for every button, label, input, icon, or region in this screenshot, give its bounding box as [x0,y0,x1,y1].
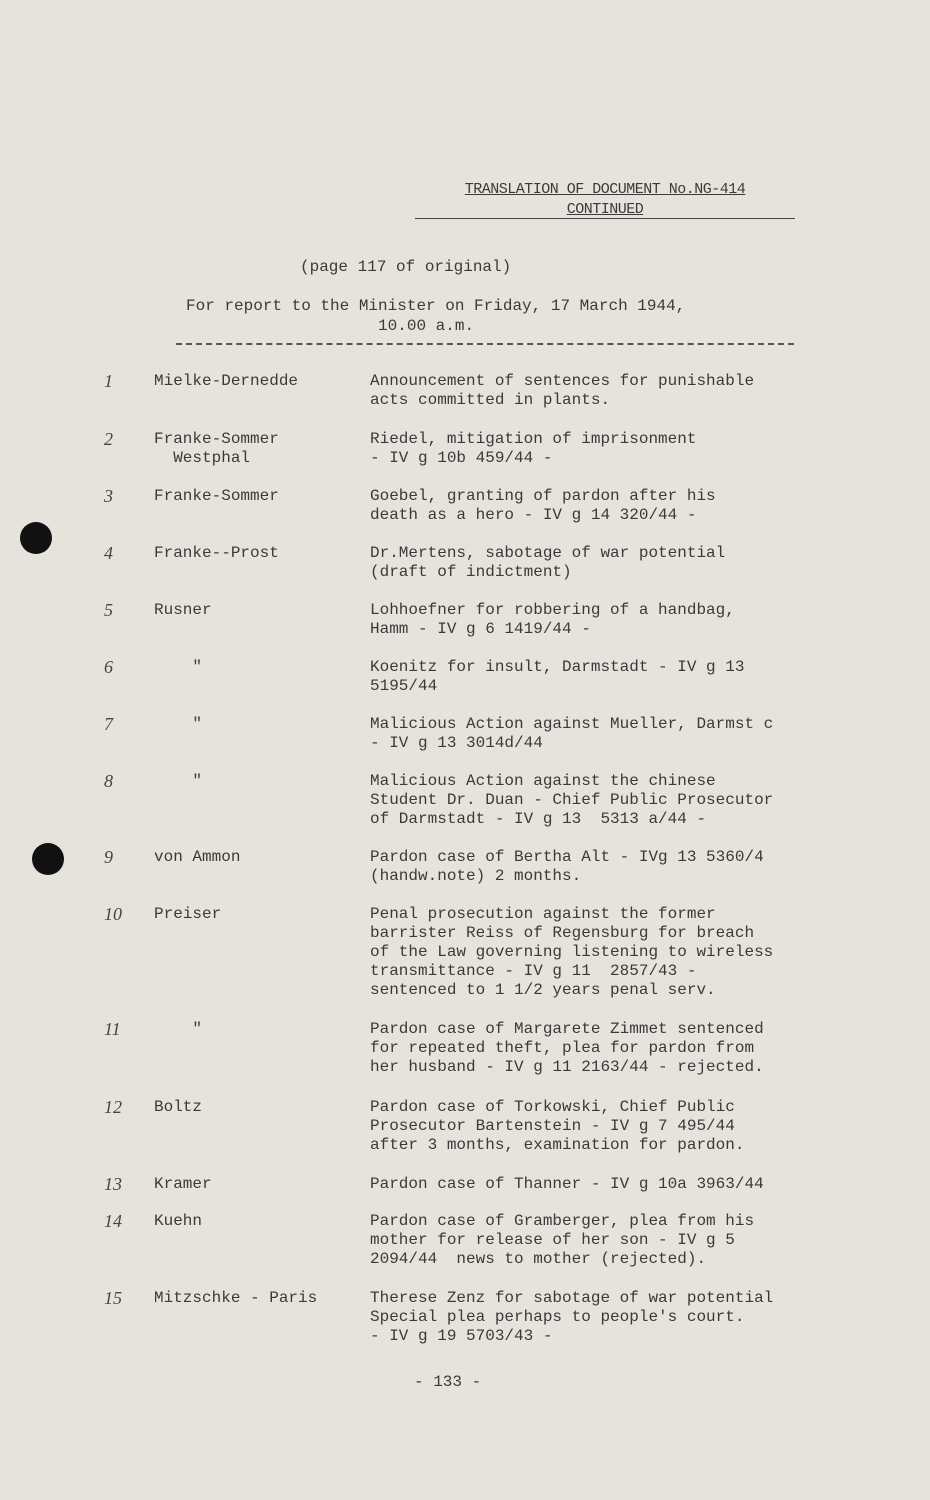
item-description: Dr.Mertens, sabotage of war potential (draft of indictment) [370,544,726,581]
item-number: 2 [104,429,113,449]
punch-hole-lower [32,843,64,875]
item-name: von Ammon [154,848,241,866]
header-subtitle: CONTINUED [566,201,644,218]
report-line: For report to the Minister on Friday, 17 March 1944, 10.00 a.m. [186,297,686,335]
item-number: 5 [104,600,113,620]
item-name: " [154,1020,203,1038]
item-description: Pardon case of Margarete Zimmet sentenced for repeated theft, plea for pardon from her husband - IV g 11 2163/44 - rejected. [370,1020,764,1076]
item-number: 6 [104,657,113,677]
item-number: 9 [104,847,113,867]
item-name: Boltz [154,1098,203,1116]
item-name: Kramer [154,1175,212,1193]
item-number: 14 [104,1211,122,1231]
item-name: Preiser [154,905,222,923]
item-description: Penal prosecution against the former barrister Reiss of Regensburg for breach of the Law governing listening to wireless transmittance - IV g 11 2857/43 - sentenced to 1 1/2 years penal serv. [370,905,774,999]
punch-hole-upper [20,522,52,554]
item-description: Pardon case of Thanner - IV g 10a 3963/44 [370,1175,764,1193]
item-name: Kuehn [154,1212,203,1230]
item-name: " [154,772,203,790]
item-description: Pardon case of Torkowski, Chief Public Prosecutor Bartenstein - IV g 7 495/44 after 3 months, examination for pardon. [370,1098,745,1154]
item-name: Franke-Sommer [154,487,279,505]
item-number: 10 [104,904,122,924]
document-header [415,180,795,220]
header-rule [415,218,795,219]
item-number: 7 [104,714,113,734]
page-number: - 133 - [414,1373,482,1391]
item-number: 12 [104,1097,122,1117]
item-number: 8 [104,771,113,791]
item-number: 4 [104,543,113,563]
item-description: Pardon case of Bertha Alt - IVg 13 5360/4 (handw.note) 2 months. [370,848,764,885]
item-number: 15 [104,1288,122,1308]
item-name: " [154,715,203,733]
item-number: 11 [104,1019,121,1039]
header-title: TRANSLATION OF DOCUMENT No.NG-414 [464,181,746,198]
page-reference: (page 117 of original) [300,258,512,276]
item-number: 3 [104,486,113,506]
item-number: 13 [104,1174,122,1194]
item-name: Franke--Prost [154,544,279,562]
item-name: Mielke-Dernedde [154,372,299,390]
item-description: Goebel, granting of pardon after his death as a hero - IV g 14 320/44 - [370,487,716,524]
item-description: Malicious Action against Mueller, Darmst c - IV g 13 3014d/44 [370,715,774,752]
item-description: Koenitz for insult, Darmstadt - IV g 13 5195/44 [370,658,745,695]
item-name: Franke-Sommer Westphal [154,430,279,467]
item-description: Lohhoefner for robbering of a handbag, Hamm - IV g 6 1419/44 - [370,601,735,638]
item-name: " [154,658,203,676]
item-description: Announcement of sentences for punishable acts committed in plants. [370,372,755,409]
item-description: Therese Zenz for sabotage of war potential Special plea perhaps to people's court. - IV g 19 5703/43 - [370,1289,774,1345]
item-name: Rusner [154,601,212,619]
item-description: Pardon case of Gramberger, plea from his mother for release of her son - IV g 5 2094/44 news to mother (rejected). [370,1212,755,1268]
item-name: Mitzschke - Paris [154,1289,318,1307]
item-number: 1 [104,371,113,391]
item-description: Riedel, mitigation of imprisonment - IV g 10b 459/44 - [370,430,697,467]
dashed-separator [176,343,794,345]
item-description: Malicious Action against the chinese Student Dr. Duan - Chief Public Prosecutor of Darmstadt - IV g 13 5313 a/44 - [370,772,774,828]
